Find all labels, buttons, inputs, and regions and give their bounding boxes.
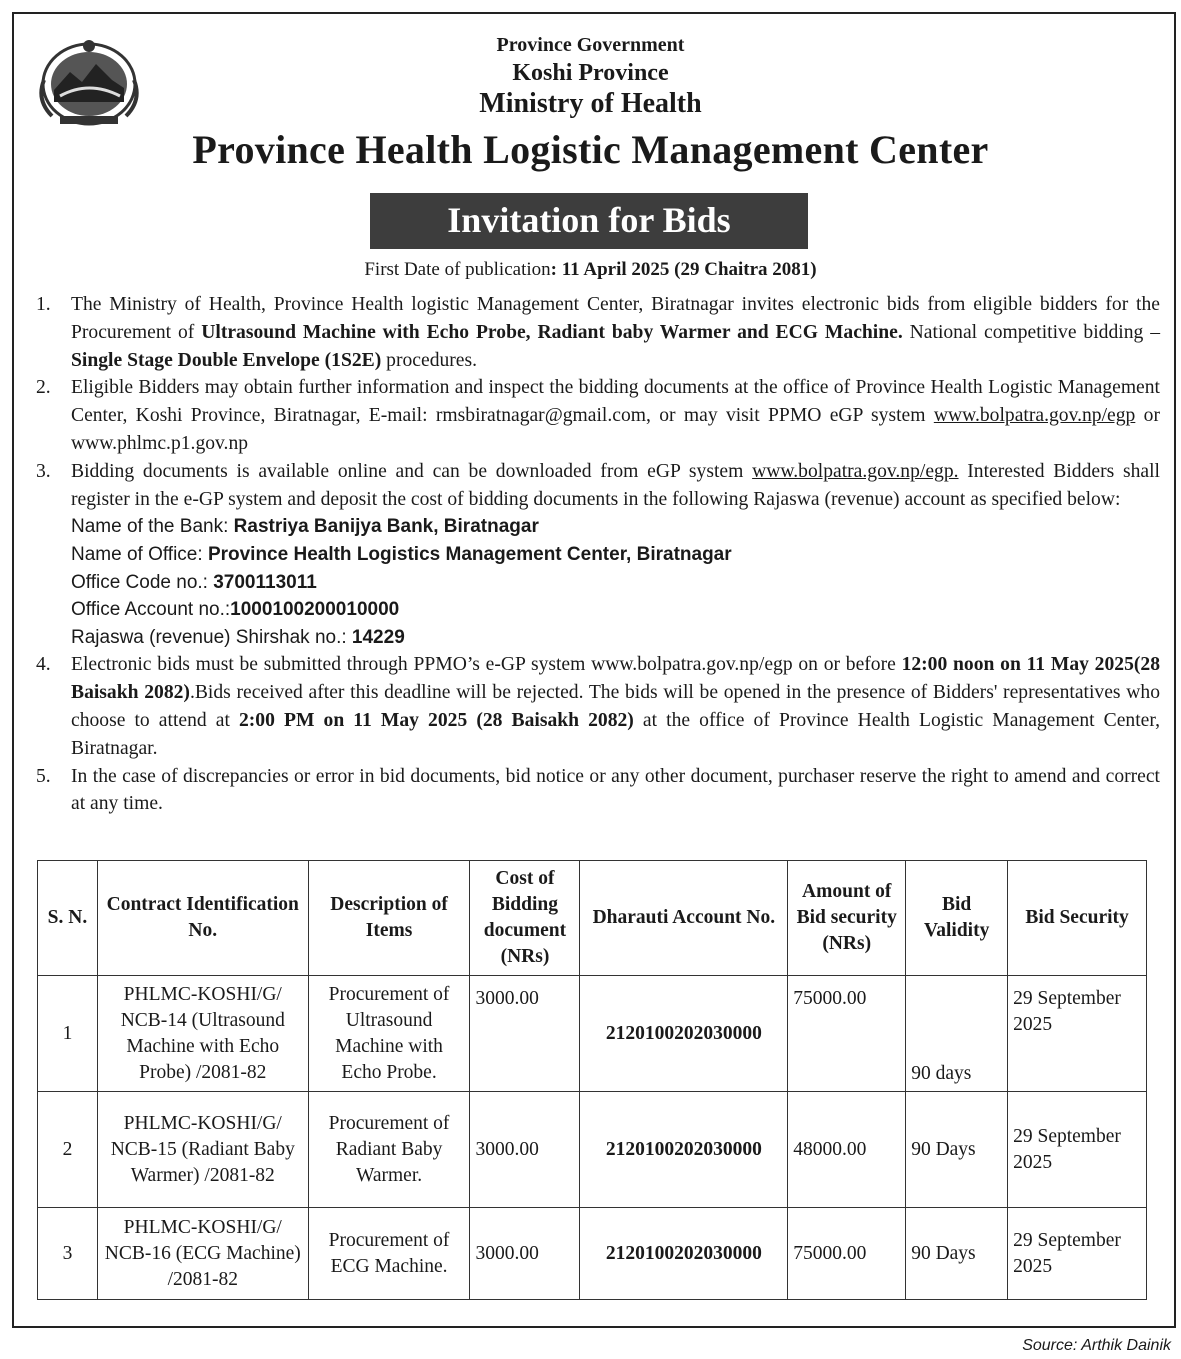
item-text: .Bids received after this deadline will be rejected. The bids will be opened in the presence of Bidders' representatives who choose to attend at [71,682,1161,731]
code-label: Office Code no.: [71,571,214,593]
column-header: Bid Validity [906,861,1008,976]
item-text: Interested Bidders shall register in the e-GP system and deposit the cost of bidding documents in the following Rajaswa (revenue) account as specified below: [71,460,1160,510]
header-province-government: Province Government [496,34,685,56]
table-cell: 90 days [906,976,1008,1092]
item-text: Eligible Bidders may obtain further information and inspect the bidding documents at the office of Province Health Logistic Management Center, Koshi Province, Biratnagar, E-mail: rmsbiratnagar@gmail.com, or may visit PPMO eGP system [71,377,1160,427]
publication-value: 11 April 2025 (29 Chaitra 2081) [561,259,817,280]
bank-label: Name of the Bank: [71,516,234,538]
column-header: Amount of Bid security (NRs) [788,861,906,976]
office-label: Name of Office: [71,543,208,565]
item-text: Bidding documents is available online and can be downloaded from eGP system [71,460,753,482]
bank-name-row [71,513,1160,541]
shirshak-row [71,624,1160,652]
notice-item-5 [36,763,1160,819]
table-row [38,1208,1147,1300]
column-header: Bid Security [1008,861,1147,976]
notice-item-4 [36,651,1160,762]
code-value: 3700113011 [213,571,317,593]
bank-details [71,513,1160,651]
table-cell: 3000.00 [470,976,580,1092]
table-cell: Procurement of Ultrasound Machine with Echo Probe. [308,976,470,1092]
column-header: Dharauti Account No. [580,861,788,976]
table-cell: 3000.00 [470,1092,580,1208]
shirshak-value: 14229 [351,626,405,648]
column-header: Description of Items [308,861,470,976]
publication-label: First Date of publication [364,259,551,280]
item-text: National competitive bidding – [902,321,1160,343]
publication-sep: : [550,259,562,280]
office-account-row [71,596,1160,624]
table-cell: 29 September 2025 [1008,1092,1147,1208]
account-value: 1000100200010000 [230,599,400,621]
item-text: Electronic bids must be submitted through PPMO’s e-GP system www.bolpatra.gov.np/egp on or before [71,654,902,676]
egp-link[interactable]: www.bolpatra.gov.np/egp. [752,460,959,482]
table-cell: PHLMC-KOSHI/G/ NCB-16 (ECG Machine) /2081-82 [97,1208,308,1300]
egp-link[interactable]: www.bolpatra.gov.np/egp [933,405,1136,427]
table-cell: 75000.00 [788,1208,906,1300]
item-text: at the office of Province Health Logistic Management Center, Biratnagar. [71,709,1160,759]
item-text-bold: 12:00 noon on 11 May 2025(28 Baisakh 2082) [71,654,1160,704]
item-text: procedures. [381,349,478,371]
table-cell: 3000.00 [470,1208,580,1300]
item-number: 2. [36,377,51,399]
notice-item-2 [36,374,1160,457]
table-row [38,976,1147,1092]
item-text: In the case of discrepancies or error in bid documents, bid notice or any other document, purchaser reserve the right to amend and correct at any time. [71,765,1160,815]
table-cell: PHLMC-KOSHI/G/ NCB-15 (Radiant Baby Warmer) /2081-82 [97,1092,308,1208]
item-text-bold: Ultrasound Machine with Echo Probe, Radiant baby Warmer and ECG Machine. [201,321,903,343]
column-header: S. N. [38,861,98,976]
office-name-row [71,541,1160,569]
table-cell: 75000.00 [788,976,906,1092]
table-cell: 29 September 2025 [1008,1208,1147,1300]
table-cell: 2120100202030000 [580,1092,788,1208]
office-value: Province Health Logistics Management Center, Biratnagar [207,543,732,565]
table-cell: 1 [38,976,98,1092]
item-number: 5. [36,765,51,787]
table-cell: Procurement of ECG Machine. [308,1208,470,1300]
notice-item-1 [36,291,1160,374]
item-number: 3. [36,460,51,482]
table-cell: 90 Days [906,1092,1008,1208]
bids-table [37,860,1147,1300]
source-credit: Source: Arthik Dainik [1022,1337,1171,1354]
item-text: The Ministry of Health, Province Health logistic Management Center, Biratnagar invites electronic bids from eligible bidders for the Procurement of [71,294,1160,343]
table-cell: Procurement of Radiant Baby Warmer. [308,1092,470,1208]
publication-date [0,259,1181,281]
shirshak-label: Rajaswa (revenue) Shirshak no.: [71,626,352,648]
table-header-row [38,861,1147,976]
table-cell: 48000.00 [788,1092,906,1208]
notice-items [36,291,1160,818]
item-number: 1. [36,294,51,315]
account-label: Office Account no.: [71,599,231,621]
table-cell: 29 September 2025 [1008,976,1147,1092]
table-cell: 3 [38,1208,98,1300]
invitation-banner: Invitation for Bids [370,193,808,249]
page-title: Province Health Logistic Management Center [192,127,989,172]
table-cell: PHLMC-KOSHI/G/ NCB-14 (Ultrasound Machine with Echo Probe) /2081-82 [97,976,308,1092]
table-row [38,1092,1147,1208]
column-header: Contract Identification No. [97,861,308,976]
table-cell: 2120100202030000 [580,976,788,1092]
notice-item-3 [36,458,1160,652]
header-ministry: Ministry of Health [479,88,702,119]
header-koshi-province: Koshi Province [512,60,669,86]
office-code-row [71,569,1160,597]
item-text: or www.phlmc.p1.gov.np [71,405,1160,454]
item-text-bold: Single Stage Double Envelope (1S2E) [71,349,382,371]
bank-value: Rastriya Banijya Bank, Biratnagar [233,516,539,538]
item-text-bold: 2:00 PM on 11 May 2025 (28 Baisakh 2082) [238,709,634,731]
item-number: 4. [36,654,51,676]
column-header: Cost of Bidding document (NRs) [470,861,580,976]
table-cell: 90 Days [906,1208,1008,1300]
table-cell: 2120100202030000 [580,1208,788,1300]
table-cell: 2 [38,1092,98,1208]
